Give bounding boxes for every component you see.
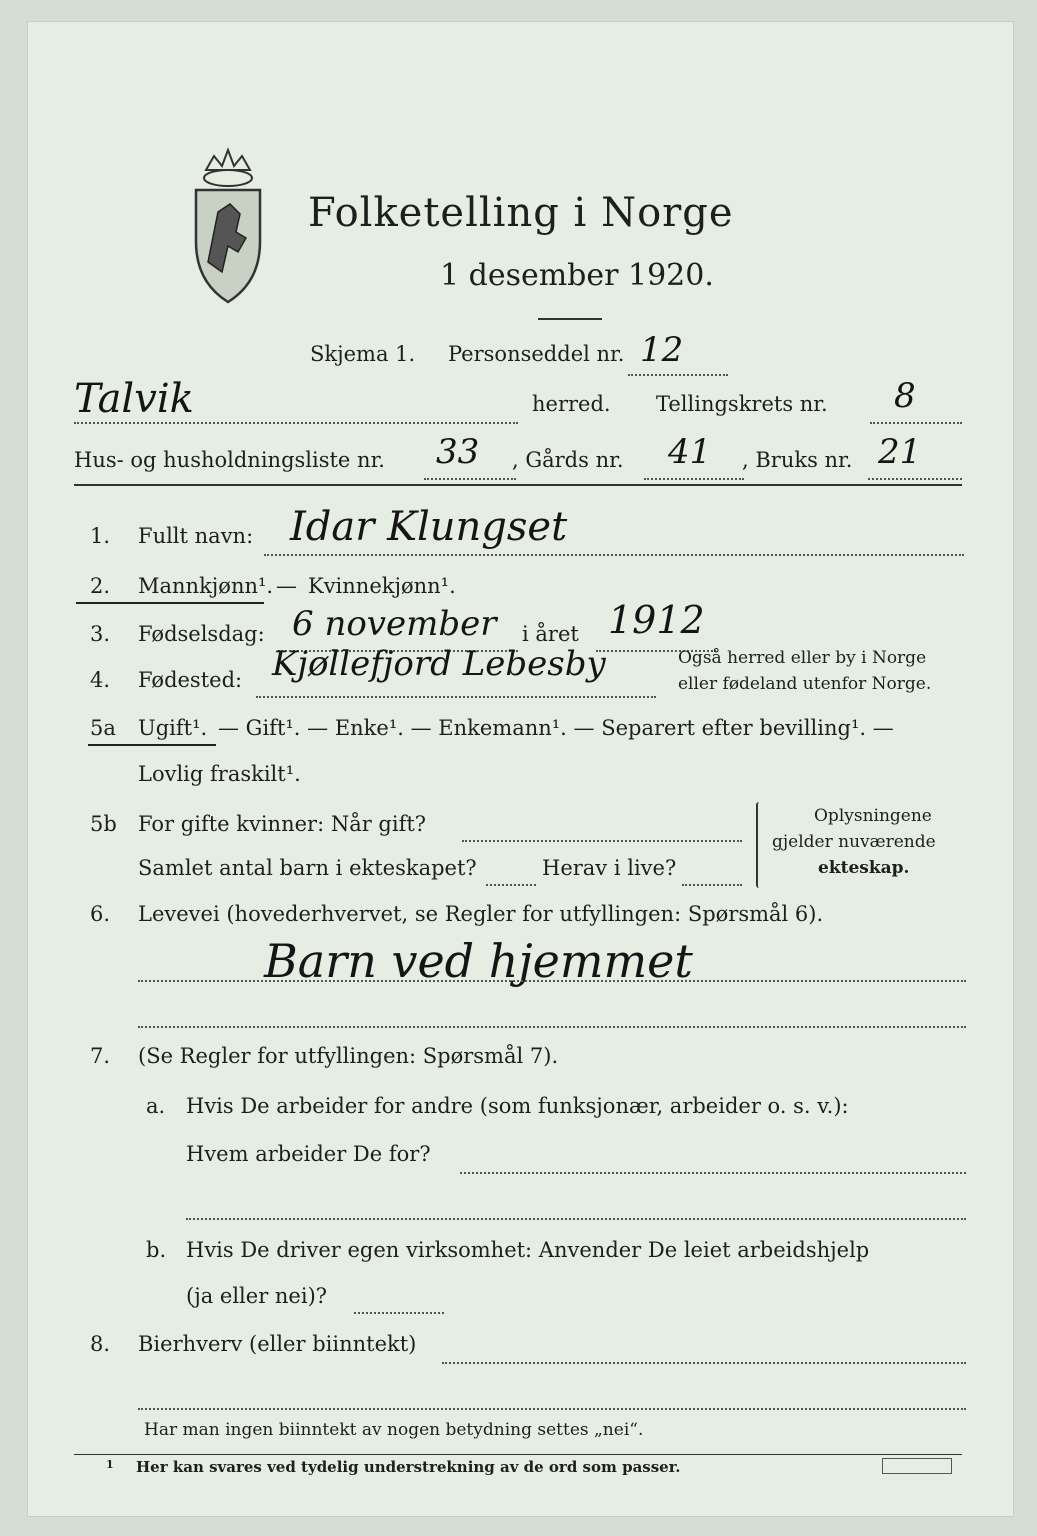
- q1-number: 1.: [90, 524, 111, 548]
- census-form: [28, 22, 1013, 1516]
- q7b-yesno-label: (ja eller nei)?: [186, 1284, 328, 1308]
- q4-label: Fødested:: [138, 668, 243, 692]
- form-date: 1 desember 1920.: [440, 258, 714, 293]
- gards-value: 41: [668, 432, 712, 472]
- q2-male-underline: [76, 602, 264, 604]
- q6-occupation: Barn ved hjemmet: [264, 934, 693, 988]
- q5b-married-line: [462, 840, 742, 842]
- q5b-married-label: For gifte kvinner: Når gift?: [138, 812, 427, 836]
- q3-label: Fødselsdag:: [138, 622, 265, 646]
- q2-separator: —: [276, 574, 297, 598]
- q3-year-label: i året: [522, 622, 579, 646]
- personseddel-value: 12: [640, 330, 684, 370]
- q4-line: [256, 696, 656, 698]
- bruks-value: 21: [878, 432, 922, 472]
- q4-number: 4.: [90, 668, 111, 692]
- q7a-label: Hvis De arbeider for andre (som funksjonær, arbeider o. s. v.):: [186, 1094, 849, 1118]
- schema-label: Skjema 1.: [310, 342, 416, 366]
- q2-male: Mannkjønn¹.: [138, 574, 274, 598]
- footnote-divider: [74, 1454, 962, 1455]
- q5b-note-line2: gjelder nuværende: [772, 832, 936, 852]
- personseddel-line: [628, 374, 728, 376]
- q5b-note-line3: ekteskap.: [818, 858, 910, 878]
- form-title: Folketelling i Norge: [308, 190, 734, 236]
- q7-label: (Se Regler for utfyllingen: Spørsmål 7).: [138, 1044, 559, 1068]
- q6-line1: [138, 980, 966, 982]
- herred-line: [74, 422, 518, 424]
- q7b-letter: b.: [146, 1238, 167, 1262]
- q8-label: Bierhverv (eller biinntekt): [138, 1332, 417, 1356]
- q5a-ugift: Ugift¹.: [138, 716, 208, 740]
- q3-number: 3.: [90, 622, 111, 646]
- q7-number: 7.: [90, 1044, 111, 1068]
- husholdningsliste-value: 33: [436, 432, 480, 472]
- q8-line2: [138, 1408, 966, 1410]
- personseddel-label: Personseddel nr.: [448, 342, 625, 366]
- q4-note-line2: eller fødeland utenfor Norge.: [678, 674, 932, 694]
- footnote-text: Her kan svares ved tydelig understrekning av de ord som passer.: [136, 1458, 681, 1476]
- q2-female: Kvinnekjønn¹.: [308, 574, 456, 598]
- q4-birthplace: Kjøllefjord Lebesby: [272, 644, 606, 684]
- q5b-alive-label: Herav i live?: [542, 856, 677, 880]
- q1-label: Fullt navn:: [138, 524, 254, 548]
- q8-number: 8.: [90, 1332, 111, 1356]
- q5b-alive-line: [682, 884, 742, 886]
- q4-note-line1: Også herred eller by i Norge: [678, 648, 927, 668]
- q7a-letter: a.: [146, 1094, 166, 1118]
- q5a-number: 5a: [90, 716, 116, 740]
- gards-label: , Gårds nr.: [512, 448, 624, 472]
- printer-stamp: [882, 1458, 952, 1474]
- q5b-number: 5b: [90, 812, 117, 836]
- q5b-children-line: [486, 884, 536, 886]
- bruks-line: [868, 478, 962, 480]
- q8-line: [442, 1362, 966, 1364]
- gards-line: [644, 478, 744, 480]
- husholdningsliste-label: Hus- og husholdningsliste nr.: [74, 448, 385, 472]
- q6-line2: [138, 1026, 966, 1028]
- q1-line: [264, 554, 964, 556]
- q7a-employer-label: Hvem arbeider De for?: [186, 1142, 431, 1166]
- footnote-mark: 1: [106, 1458, 114, 1471]
- q6-label: Levevei (hovederhvervet, se Regler for utfyllingen: Spørsmål 6).: [138, 902, 824, 926]
- q6-number: 6.: [90, 902, 111, 926]
- q8-note: Har man ingen biinntekt av nogen betydning settes „nei“.: [144, 1420, 644, 1440]
- tellingskrets-value: 8: [894, 376, 916, 416]
- q1-full-name: Idar Klungset: [290, 504, 568, 550]
- q5a-options: — Gift¹. — Enke¹. — Enkemann¹. — Separert efter bevilling¹. —: [218, 716, 894, 740]
- q3-birth-date: 6 november: [292, 604, 497, 644]
- bruks-label: , Bruks nr.: [742, 448, 853, 472]
- tellingskrets-line: [870, 422, 962, 424]
- q5a-fraskilt: Lovlig fraskilt¹.: [138, 762, 301, 786]
- tellingskrets-label: Tellingskrets nr.: [656, 392, 828, 416]
- q5a-ugift-underline: [88, 744, 216, 746]
- q5b-brace: [756, 802, 762, 888]
- header-divider: [74, 484, 962, 486]
- husholdningsliste-line: [424, 478, 516, 480]
- q3-birth-year: 1912: [608, 598, 705, 642]
- title-divider: [538, 318, 602, 320]
- herred-label: herred.: [532, 392, 611, 416]
- q7b-label: Hvis De driver egen virksomhet: Anvender De leiet arbeidshjelp: [186, 1238, 870, 1262]
- norway-coat-of-arms-icon: [188, 142, 268, 312]
- q7a-employer-line2: [186, 1218, 966, 1220]
- q7b-yesno-line: [354, 1312, 444, 1314]
- q7a-employer-line: [460, 1172, 966, 1174]
- herred-value: Talvik: [74, 376, 194, 422]
- q5b-note-line1: Oplysningene: [814, 806, 932, 826]
- q5b-children-label: Samlet antal barn i ekteskapet?: [138, 856, 477, 880]
- q2-number: 2.: [90, 574, 111, 598]
